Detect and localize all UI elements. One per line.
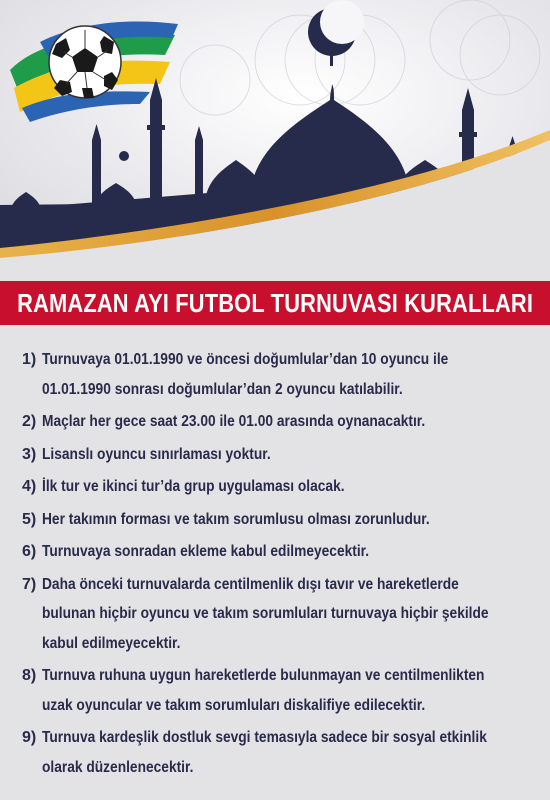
rule-number: 5) [22,510,37,528]
rule-line: bulunan hiçbir oyuncu ve takım sorumluları turnuvaya hiçbir şekilde [42,605,489,622]
rule-text [42,472,537,502]
rule-line: Turnuva kardeşlik dostluk sevgi temasıyla sadece bir sosyal etkinlik [42,729,487,746]
rule-text [42,723,550,782]
rule-text [42,537,537,567]
rule-line: Maçlar her gece saat 23.00 ile 01.00 arasında oynanacaktır. [42,413,426,430]
rule-item [22,407,537,437]
rule-line: kabul edilmeyecektir. [42,634,181,652]
rule-number: 2) [22,413,37,430]
title-banner [0,281,550,325]
rule-item [22,537,537,567]
rule-item [22,661,537,720]
rule-number: 1) [22,351,37,368]
rules-list [22,345,537,785]
rule-line: Daha önceki turnuvalarda centilmenlik dışı tavır ve hareketlerde [42,575,459,593]
rule-number: 4) [22,478,37,495]
rule-text [42,505,537,535]
rule-line: Turnuvaya 01.01.1990 ve öncesi doğumlular’dan 10 oyuncu ile [42,351,449,368]
rule-item [22,570,537,659]
rule-item [22,505,537,535]
rule-line: 01.01.1990 sonrası doğumlular’dan 2 oyuncu katılabilir. [42,380,403,398]
rule-text [42,345,537,404]
page-title: RAMAZAN AYI FUTBOL TURNUVASI KURALLARI [17,287,533,318]
rule-number: 8) [22,667,37,684]
rule-text [42,570,550,659]
header-illustration [0,0,550,275]
rule-item [22,472,537,502]
rule-text [42,407,537,437]
rule-line: Lisanslı oyuncu sınırlaması yoktur. [42,445,271,463]
rule-number: 3) [22,445,37,463]
rule-number: 6) [22,543,37,560]
rule-text [42,440,537,470]
rule-number: 9) [22,729,37,746]
rule-item [22,723,537,782]
rule-item [22,440,537,470]
rule-item [22,345,537,404]
rule-line: İlk tur ve ikinci tur’da grup uygulaması olacak. [42,478,345,495]
soccer-ball-icon [49,26,121,98]
rule-line: uzak oyuncular ve takım sorumluları diskalifiye edilecektir. [42,696,426,714]
rule-line: Her takımın forması ve takım sorumlusu olması zorunludur. [42,510,430,528]
rule-line: olarak düzenlenecektir. [42,758,194,776]
rule-line: Turnuvaya sonradan ekleme kabul edilmeyecektir. [42,543,370,560]
rule-text [42,661,550,720]
rule-line: Turnuva ruhuna uygun hareketlerde bulunmayan ve centilmenlikten [42,667,485,684]
rule-number: 7) [22,575,37,593]
